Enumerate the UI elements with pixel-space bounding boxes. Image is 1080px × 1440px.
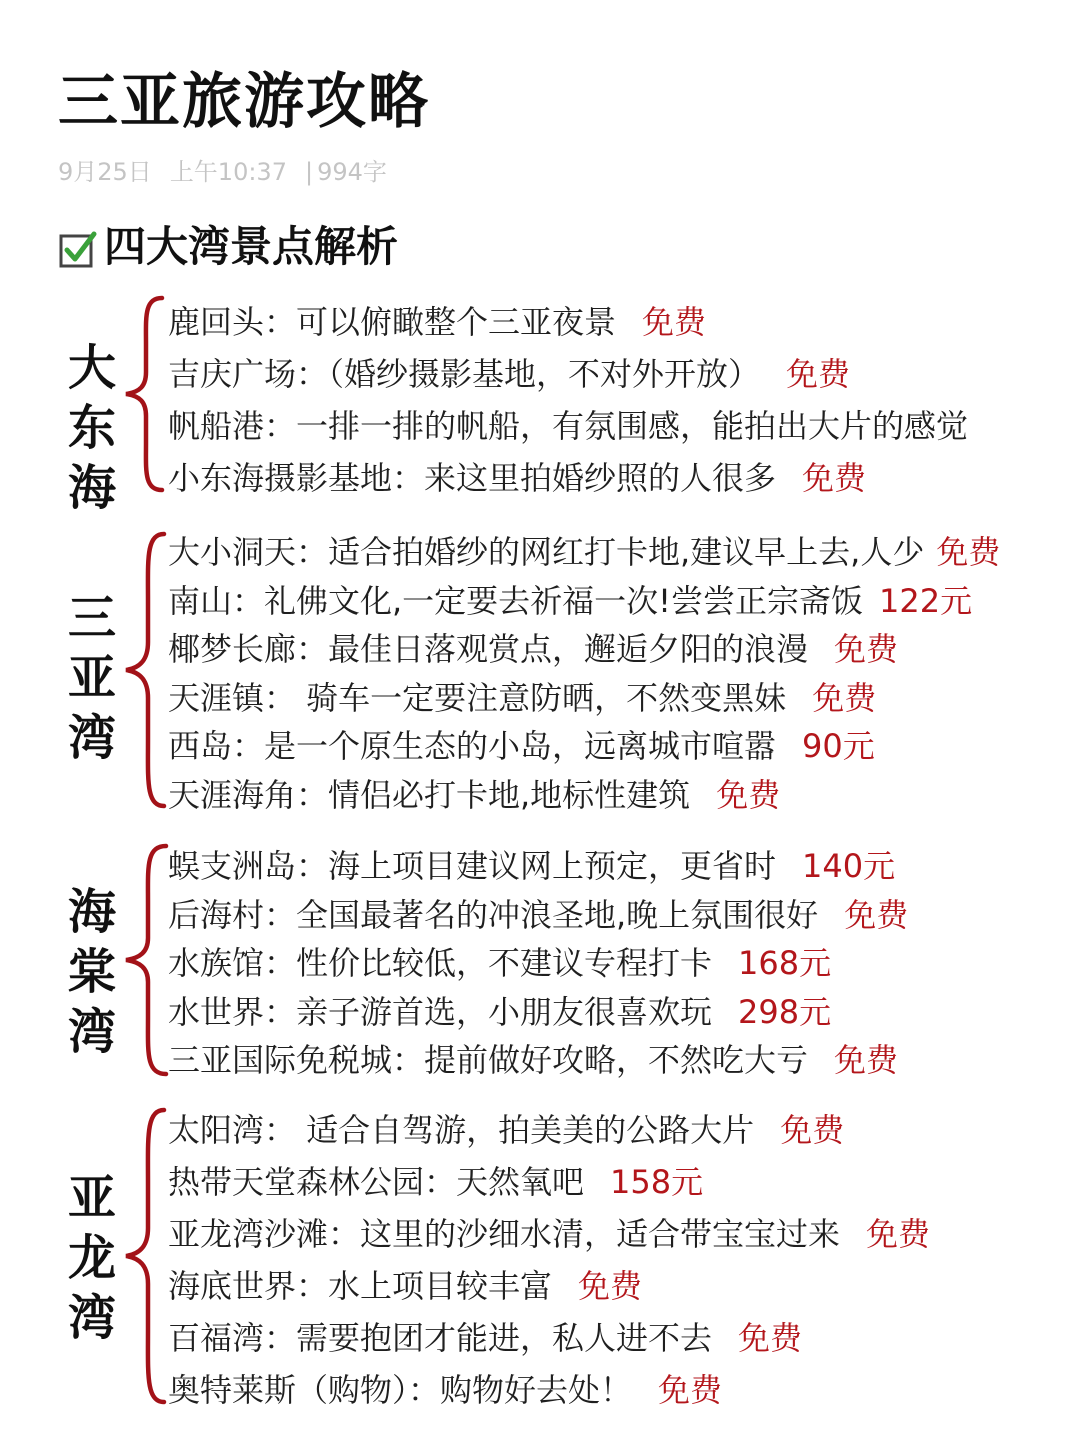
section-heading-text: 四大湾景点解析: [104, 222, 399, 271]
list-item: [168, 577, 1000, 626]
list-item: [168, 1156, 930, 1208]
group-label-char: 三: [67, 590, 116, 646]
group-label-char: 海: [67, 884, 116, 940]
price-tag: 168元: [738, 944, 832, 982]
price-tag: 免费: [802, 459, 867, 497]
list-item: [168, 891, 908, 940]
group-label-char: 东: [67, 400, 116, 456]
list-item: [168, 1312, 930, 1364]
attraction-text: 天涯海角：情侣必打卡地,地标性建筑: [168, 775, 691, 814]
brace-icon: [118, 294, 172, 494]
list-item: [168, 1036, 908, 1085]
list-item: [168, 988, 908, 1037]
attraction-list: [168, 296, 994, 504]
group-label-char: 亚: [67, 1170, 116, 1226]
attraction-list: [168, 528, 1000, 819]
note-meta: [58, 156, 387, 188]
price-tag: 140元: [802, 847, 896, 885]
attraction-text: 海底世界：水上项目较丰富: [168, 1267, 553, 1305]
price-tag: 122元: [879, 581, 973, 620]
attraction-text: 蜈支洲岛：海上项目建议网上预定，更省时: [168, 847, 777, 885]
price-tag: 免费: [738, 1319, 803, 1357]
list-item: [168, 296, 994, 348]
group-label-char: 亚: [67, 650, 116, 706]
group-label-char: 海: [67, 460, 116, 516]
list-item: [168, 771, 1000, 820]
note-time: 上午10:37: [169, 158, 287, 186]
price-tag: 90元: [802, 727, 875, 765]
attraction-text: 太阳湾： 适合自驾游，拍美美的公路大片: [168, 1111, 755, 1149]
price-tag: 免费: [786, 355, 851, 393]
price-tag: 免费: [578, 1267, 643, 1305]
price-tag: 免费: [780, 1111, 845, 1149]
attraction-text: 小东海摄影基地：来这里拍婚纱照的人很多: [168, 459, 777, 497]
list-item: [168, 348, 994, 400]
group-label: [60, 1168, 124, 1348]
attraction-text: 亚龙湾沙滩：这里的沙细水清，适合带宝宝过来: [168, 1215, 841, 1253]
price-tag: 298元: [738, 992, 832, 1031]
list-item: [168, 1208, 930, 1260]
group-label-char: 湾: [67, 1004, 116, 1060]
list-item: [168, 452, 994, 504]
group-dadonghai: [0, 294, 1080, 516]
price-tag: 免费: [866, 1215, 931, 1253]
meta-separator: |: [304, 158, 314, 186]
price-tag: 免费: [936, 533, 1001, 571]
brace-icon: [118, 1106, 172, 1406]
group-yalongwan: [0, 1102, 1080, 1412]
group-label-char: 湾: [67, 710, 116, 766]
attraction-text: 热带天堂森林公园：天然氧吧: [168, 1163, 585, 1201]
section-heading: [58, 218, 398, 276]
group-haitangwan: [0, 840, 1080, 1080]
attraction-text: 帆船港：一排一排的帆船，有氛围感，能拍出大片的感觉: [168, 407, 969, 445]
word-count: 994字: [317, 158, 387, 186]
group-label: [60, 588, 124, 768]
list-item: [168, 674, 1000, 723]
group-label-char: 棠: [67, 944, 116, 1000]
attraction-text: 南山：礼佛文化,一定要去祈福一次!尝尝正宗斋饭: [168, 581, 864, 620]
brace-icon: [118, 842, 172, 1078]
list-item: [168, 722, 1000, 771]
price-tag: 免费: [716, 775, 781, 814]
check-box-icon: [58, 227, 98, 267]
attraction-list: [168, 1104, 930, 1416]
group-label-char: 龙: [67, 1230, 116, 1286]
attraction-text: 吉庆广场：（婚纱摄影基地，不对外开放）: [168, 355, 761, 393]
price-tag: 免费: [812, 678, 877, 717]
group-sanyawan: [0, 526, 1080, 816]
attraction-text: 大小洞天：适合拍婚纱的网红打卡地,建议早上去,人少: [168, 533, 925, 571]
attraction-text: 后海村：全国最著名的冲浪圣地,晚上氛围很好: [168, 895, 819, 934]
page-title: 三亚旅游攻略: [58, 67, 430, 137]
group-label-char: 大: [67, 340, 116, 396]
list-item: [168, 400, 994, 452]
price-tag: 158元: [610, 1163, 704, 1201]
list-item: [168, 939, 908, 988]
price-tag: 免费: [834, 1041, 899, 1079]
group-label: [60, 338, 124, 518]
group-label: [60, 882, 124, 1062]
list-item: [168, 528, 1000, 577]
note-date: 9月25日: [58, 158, 152, 186]
attraction-text: 奥特莱斯（购物）：购物好去处！: [168, 1371, 633, 1409]
price-tag: 免费: [658, 1371, 723, 1409]
attraction-text: 水世界：亲子游首选，小朋友很喜欢玩: [168, 992, 713, 1031]
list-item: [168, 1104, 930, 1156]
list-item: [168, 625, 1000, 674]
brace-icon: [118, 530, 172, 810]
group-label-char: 湾: [67, 1290, 116, 1346]
price-tag: 免费: [844, 895, 909, 934]
list-item: [168, 1260, 930, 1312]
attraction-text: 天涯镇： 骑车一定要注意防晒，不然变黑妹: [168, 678, 787, 717]
list-item: [168, 1364, 930, 1416]
attraction-text: 水族馆：性价比较低，不建议专程打卡: [168, 944, 713, 982]
attraction-text: 百福湾：需要抱团才能进，私人进不去: [168, 1319, 713, 1357]
price-tag: 免费: [642, 303, 707, 341]
attraction-list: [168, 842, 908, 1085]
attraction-text: 鹿回头：可以俯瞰整个三亚夜景: [168, 303, 617, 341]
list-item: [168, 842, 908, 891]
price-tag: 免费: [834, 630, 899, 668]
attraction-text: 椰梦长廊：最佳日落观赏点，邂逅夕阳的浪漫: [168, 630, 809, 668]
attraction-text: 三亚国际免税城：提前做好攻略，不然吃大亏: [168, 1041, 809, 1079]
attraction-text: 西岛：是一个原生态的小岛，远离城市喧嚣: [168, 727, 777, 765]
